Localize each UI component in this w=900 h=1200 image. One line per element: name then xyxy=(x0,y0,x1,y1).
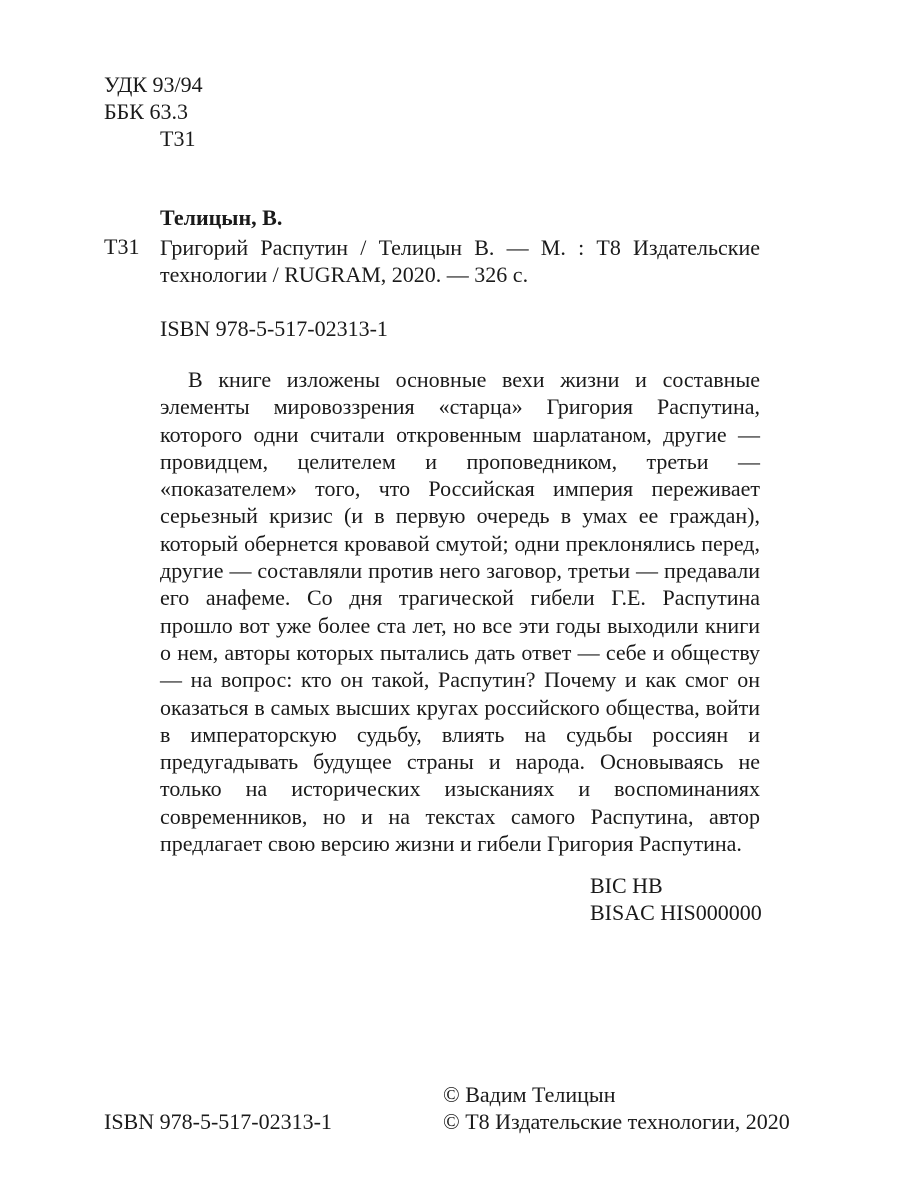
author-heading: Телицын, В. xyxy=(160,205,283,230)
copyright-publisher: © Т8 Издательские технологии, 2020 xyxy=(443,1109,790,1134)
bic-code: BIC HB xyxy=(590,873,663,898)
annotation xyxy=(160,366,760,857)
isbn-record: ISBN 978-5-517-02313-1 xyxy=(160,316,388,341)
copyright-author: © Вадим Телицын xyxy=(443,1082,616,1107)
udk-index: УДК 93/94 xyxy=(104,72,203,97)
author-code: Т31 xyxy=(160,126,196,151)
record-code: Т31 xyxy=(104,234,140,259)
annotation-text: В книге изложены основные вехи жизни и составные элементы мировоззрения «старца» Григория Распутина, которого одни считали откровенным шарлатаном, другие — провидцем, целителем и проповедником, третьи — «показателем» того, что Российская империя переживает серьезный кризис (и в первую очередь в умах ее граждан), который обернется кровавой смутой; одни преклонялись перед, другие — составляли против него заговор, третьи — предавали его анафеме. Со дня трагической гибели Г.Е. Распутина прошло вот уже более ста лет, но все эти годы выходили книги о нем, авторы которых пытались дать ответ — себе и обществу — на вопрос: кто он такой, Распутин? Почему и как смог он оказаться в самых высших кругах российского общества, войти в императорскую судьбу, влиять на судьбы россиян и предугадывать будущее страны и народа. Основываясь не только на исторических изысканиях и воспоминаниях современников, но и на текстах самого Распутина, автор предлагает свою версию жизни и гибели Григория Распутина. xyxy=(160,367,760,857)
bbk-index: ББК 63.3 xyxy=(104,99,188,124)
bisac-code: BISAC HIS000000 xyxy=(590,900,762,925)
bibliographic-description: Григорий Распутин / Телицын В. — М. : Т8 Издательские технологии / RUGRAM, 2020. — 326 с. xyxy=(160,235,760,287)
isbn-footer: ISBN 978-5-517-02313-1 xyxy=(104,1109,332,1134)
